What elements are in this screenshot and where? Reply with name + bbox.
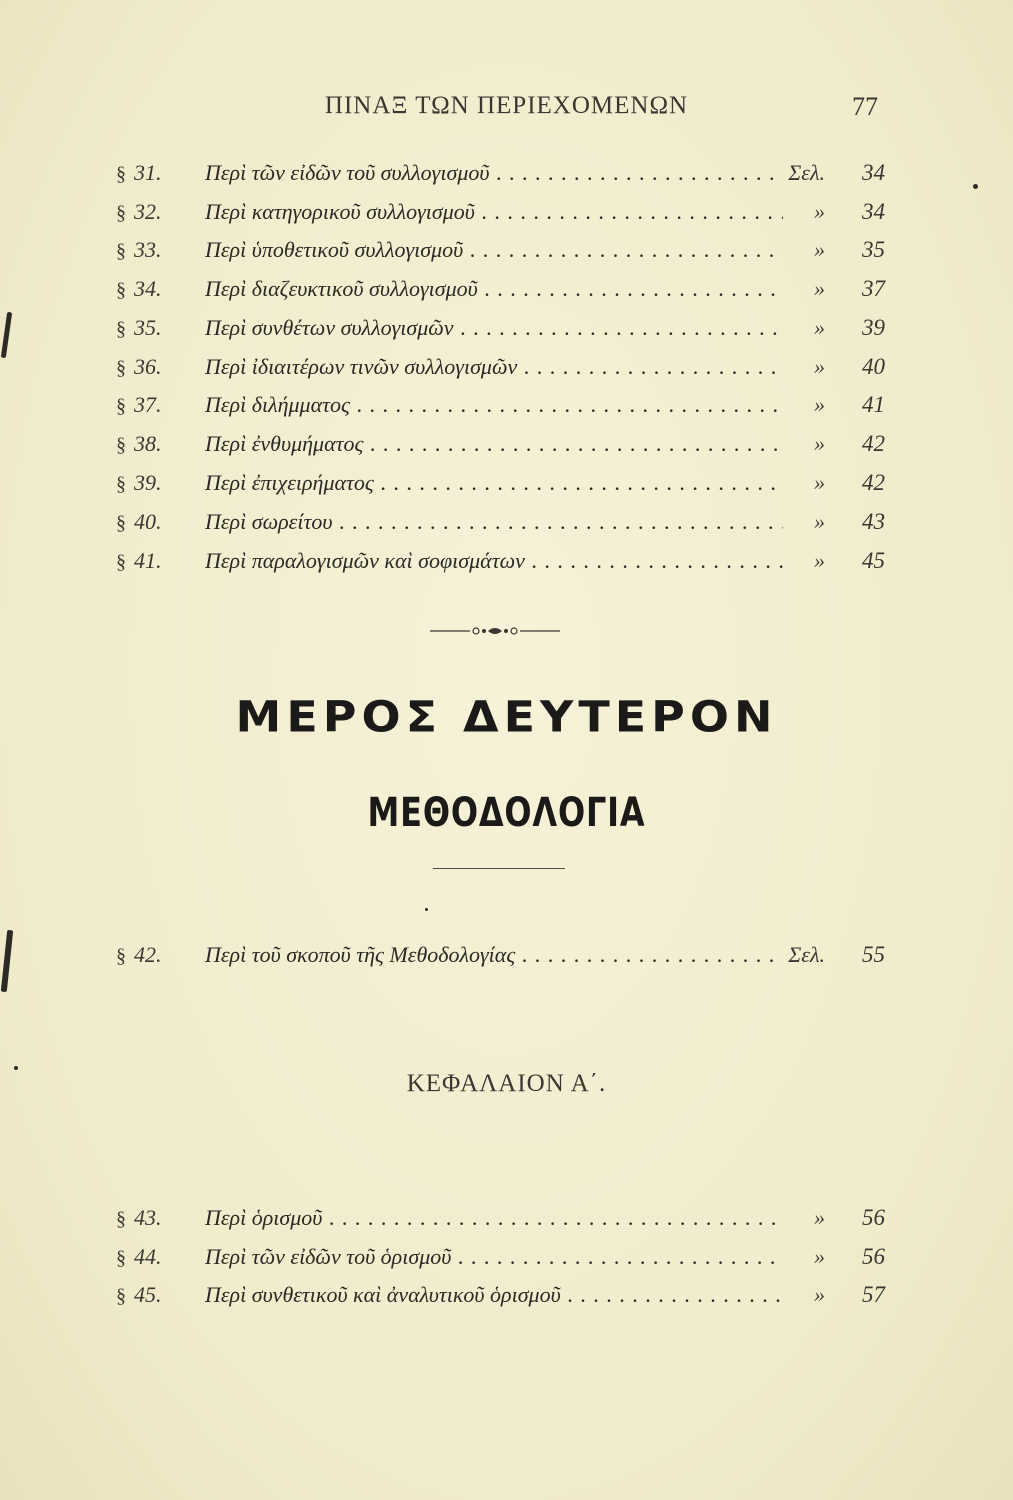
section-number: § 31.	[116, 160, 162, 185]
entry-title: Περὶ συνθετικοῦ καὶ ἀναλυτικοῦ ὁρισμοῦ . . .	[205, 1282, 783, 1312]
toc-entry	[0, 276, 1013, 310]
running-title: ΠΙΝΑΞ ΤΩΝ ΠΕΡΙΕΧΟΜΕΝΩΝ	[324, 92, 689, 119]
section-number: § 43.	[116, 1205, 162, 1230]
toc-entry	[0, 431, 1013, 465]
toc-entry	[0, 470, 1013, 504]
entry-title: Περὶ διλήμματος . . .	[205, 392, 783, 422]
section-number: § 35.	[116, 315, 162, 340]
toc-entry	[0, 942, 1013, 976]
entry-page: 37	[862, 276, 885, 301]
divider-rule	[433, 868, 565, 869]
page-ref-marker: »	[814, 1282, 825, 1307]
toc-entry	[0, 1244, 1013, 1278]
page-ref-marker: »	[814, 431, 825, 456]
page-ref-marker: »	[814, 237, 825, 262]
page-ref-marker: »	[814, 276, 825, 301]
entry-title: Περὶ τοῦ σκοποῦ τῆς Μεθοδολογίας . . .	[205, 942, 783, 972]
entry-title: Περὶ τῶν εἰδῶν τοῦ συλλογισμοῦ . . .	[205, 160, 783, 190]
page-ref-marker: »	[814, 1205, 825, 1230]
section-number: § 32.	[116, 199, 162, 224]
page-ref-marker: Σελ.	[788, 942, 825, 967]
section-number: § 44.	[116, 1244, 162, 1269]
subject-title: ΜΕΘΟΔΟΛΟΓΙΑ	[367, 790, 646, 836]
chapter-title: ΚΕΦΑΛΑΙΟΝ Α΄.	[406, 1070, 607, 1097]
entry-page: 57	[862, 1282, 885, 1307]
entry-title: Περὶ σωρείτου . . .	[205, 509, 783, 539]
entry-title: Περὶ ὑποθετικοῦ συλλογισμοῦ . . .	[205, 237, 783, 267]
part-title: ΜΕΡΟΣ ΔΕΥΤΕΡΟΝ	[235, 692, 778, 742]
entry-page: 41	[862, 392, 885, 417]
toc-entry	[0, 237, 1013, 271]
toc-entry	[0, 1282, 1013, 1316]
section-number: § 33.	[116, 237, 162, 262]
bleed-mark	[425, 908, 428, 911]
entry-page: 35	[862, 237, 885, 262]
running-head	[0, 92, 1013, 132]
section-number: § 39.	[116, 470, 162, 495]
entry-page: 56	[862, 1244, 885, 1269]
ornamental-divider	[430, 622, 560, 640]
section-number: § 36.	[116, 354, 162, 379]
section-number: § 38.	[116, 431, 162, 456]
page-ref-marker: »	[814, 199, 825, 224]
toc-entry	[0, 160, 1013, 194]
toc-entry	[0, 509, 1013, 543]
toc-entry	[0, 315, 1013, 349]
page-ref-marker: »	[814, 354, 825, 379]
page-ref-marker: »	[814, 1244, 825, 1269]
entry-page: 42	[862, 431, 885, 456]
toc-entry	[0, 392, 1013, 426]
entry-title: Περὶ κατηγορικοῦ συλλογισμοῦ . . .	[205, 199, 783, 229]
entry-page: 43	[862, 509, 885, 534]
entry-title: Περὶ τῶν εἰδῶν τοῦ ὁρισμοῦ . . .	[205, 1244, 783, 1274]
entry-title: Περὶ ἰδιαιτέρων τινῶν συλλογισμῶν . . .	[205, 354, 783, 384]
entry-page: 34	[862, 199, 885, 224]
toc-entry	[0, 199, 1013, 233]
entry-page: 40	[862, 354, 885, 379]
entry-title: Περὶ ἐνθυμήματος . . .	[205, 431, 783, 461]
page-ref-marker: »	[814, 315, 825, 340]
bleed-mark	[973, 184, 978, 189]
entry-title: Περὶ ἐπιχειρήματος . . .	[205, 470, 783, 500]
entry-page: 55	[862, 942, 885, 967]
entry-title: Περὶ συνθέτων συλλογισμῶν . . .	[205, 315, 783, 345]
section-number: § 37.	[116, 392, 162, 417]
page-ref-marker: »	[814, 392, 825, 417]
page-ref-marker: Σελ.	[788, 160, 825, 185]
page-ref-marker: »	[814, 548, 825, 573]
toc-entry	[0, 1205, 1013, 1239]
bleed-mark	[14, 1066, 18, 1070]
entry-page: 45	[862, 548, 885, 573]
entry-page: 56	[862, 1205, 885, 1230]
section-number: § 40.	[116, 509, 162, 534]
section-number: § 45.	[116, 1282, 162, 1307]
entry-page: 39	[862, 315, 885, 340]
entry-title: Περὶ παραλογισμῶν καὶ σοφισμάτων . . .	[205, 548, 783, 578]
page-ref-marker: »	[814, 509, 825, 534]
entry-page: 34	[862, 160, 885, 185]
section-number: § 34.	[116, 276, 162, 301]
section-number: § 42.	[116, 942, 162, 967]
page-number: 77	[852, 92, 878, 121]
section-number: § 41.	[116, 548, 162, 573]
page-ref-marker: »	[814, 470, 825, 495]
entry-page: 42	[862, 470, 885, 495]
toc-entry	[0, 354, 1013, 388]
entry-title: Περὶ ὁρισμοῦ . . .	[205, 1205, 783, 1235]
entry-title: Περὶ διαζευκτικοῦ συλλογισμοῦ . . .	[205, 276, 783, 306]
toc-entry	[0, 548, 1013, 582]
